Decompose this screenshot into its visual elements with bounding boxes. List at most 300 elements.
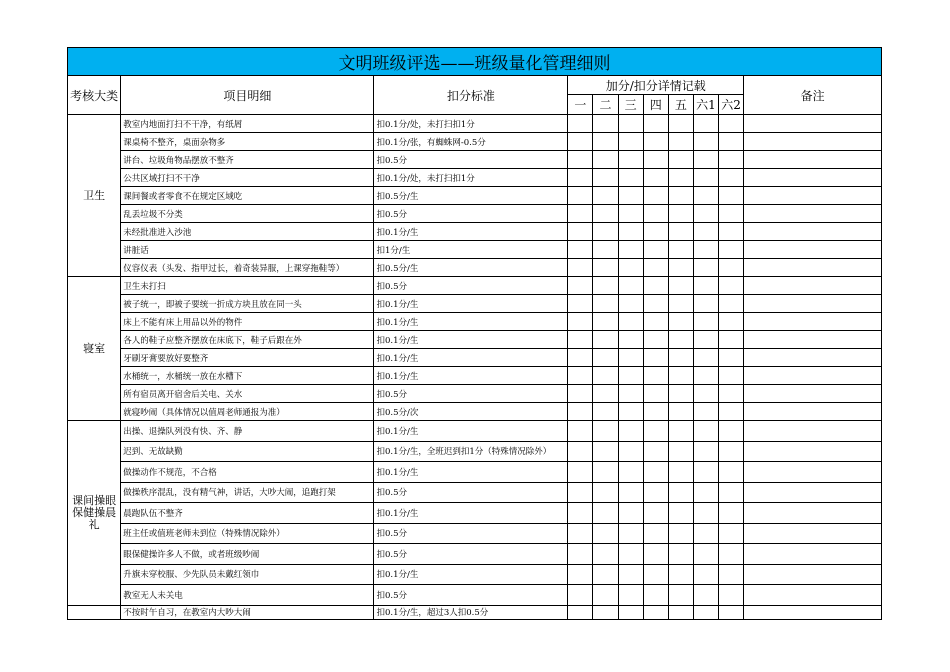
record-cell[interactable] <box>643 523 668 544</box>
item-cell: 讲脏话 <box>121 241 374 259</box>
item-cell: 眼保健操许多人不做，或者班级吵闹 <box>121 544 374 565</box>
record-cell[interactable] <box>568 503 593 524</box>
record-cell[interactable] <box>719 403 744 421</box>
record-cell[interactable] <box>668 564 693 585</box>
record-cell[interactable] <box>618 385 643 403</box>
table-row <box>68 585 882 606</box>
record-cell[interactable] <box>693 331 718 349</box>
record-cell[interactable] <box>693 169 718 187</box>
record-cell[interactable] <box>593 421 618 442</box>
record-cell[interactable] <box>618 313 643 331</box>
record-cell[interactable] <box>643 151 668 169</box>
record-cell[interactable] <box>618 441 643 462</box>
record-cell[interactable] <box>618 421 643 442</box>
table-row <box>68 277 882 295</box>
record-cell[interactable] <box>693 503 718 524</box>
rule-cell: 扣0.1分/生，全班迟到扣1分（特殊情况除外） <box>374 441 568 462</box>
remark-cell[interactable] <box>744 259 882 277</box>
record-cell[interactable] <box>643 605 668 619</box>
record-cell[interactable] <box>693 223 718 241</box>
record-cell[interactable] <box>568 367 593 385</box>
item-cell: 床上不能有床上用品以外的物件 <box>121 313 374 331</box>
record-cell[interactable] <box>668 585 693 606</box>
record-cell[interactable] <box>593 277 618 295</box>
record-cell[interactable] <box>719 605 744 619</box>
record-cell[interactable] <box>719 169 744 187</box>
record-cell[interactable] <box>593 482 618 503</box>
record-cell[interactable] <box>693 367 718 385</box>
record-cell[interactable] <box>568 133 593 151</box>
record-cell[interactable] <box>668 385 693 403</box>
record-cell[interactable] <box>643 503 668 524</box>
record-cell[interactable] <box>643 482 668 503</box>
record-cell[interactable] <box>618 133 643 151</box>
remark-cell[interactable] <box>744 169 882 187</box>
record-cell[interactable] <box>643 564 668 585</box>
record-cell[interactable] <box>643 331 668 349</box>
record-cell[interactable] <box>719 205 744 223</box>
header-day: 六2 <box>719 95 744 115</box>
remark-cell[interactable] <box>744 187 882 205</box>
record-cell[interactable] <box>593 187 618 205</box>
record-cell[interactable] <box>568 241 593 259</box>
record-cell[interactable] <box>568 331 593 349</box>
item-cell: 教室内地面打扫不干净，有纸屑 <box>121 115 374 133</box>
record-cell[interactable] <box>593 115 618 133</box>
record-cell[interactable] <box>719 503 744 524</box>
record-cell[interactable] <box>618 187 643 205</box>
record-cell[interactable] <box>593 223 618 241</box>
rule-cell: 扣0.1分/处，未打扫扣1分 <box>374 115 568 133</box>
record-cell[interactable] <box>719 462 744 483</box>
table-row <box>68 259 882 277</box>
rule-cell: 扣0.5分 <box>374 277 568 295</box>
remark-cell[interactable] <box>744 441 882 462</box>
record-cell[interactable] <box>668 187 693 205</box>
remark-cell[interactable] <box>744 277 882 295</box>
record-cell[interactable] <box>593 151 618 169</box>
record-cell[interactable] <box>618 462 643 483</box>
record-cell[interactable] <box>719 544 744 565</box>
record-cell[interactable] <box>618 564 643 585</box>
remark-cell[interactable] <box>744 349 882 367</box>
item-cell: 就寝吵闹（具体情况以值周老师通报为准） <box>121 403 374 421</box>
record-cell[interactable] <box>568 462 593 483</box>
remark-cell[interactable] <box>744 544 882 565</box>
table-row <box>68 169 882 187</box>
record-cell[interactable] <box>618 169 643 187</box>
table-row <box>68 385 882 403</box>
item-cell: 升旗未穿校服、少先队员未戴红领巾 <box>121 564 374 585</box>
record-cell[interactable] <box>643 133 668 151</box>
record-cell[interactable] <box>668 523 693 544</box>
record-cell[interactable] <box>643 349 668 367</box>
remark-cell[interactable] <box>744 585 882 606</box>
record-cell[interactable] <box>568 277 593 295</box>
record-cell[interactable] <box>693 605 718 619</box>
rule-cell: 扣0.1分/生 <box>374 349 568 367</box>
header-day: 五 <box>668 95 693 115</box>
record-cell[interactable] <box>668 241 693 259</box>
record-cell[interactable] <box>618 241 643 259</box>
table-row <box>68 367 882 385</box>
rule-cell: 扣0.5分/生 <box>374 259 568 277</box>
record-cell[interactable] <box>568 482 593 503</box>
record-cell[interactable] <box>643 241 668 259</box>
record-cell[interactable] <box>693 403 718 421</box>
rule-cell: 扣0.1分/生 <box>374 503 568 524</box>
record-cell[interactable] <box>693 462 718 483</box>
table-row <box>68 403 882 421</box>
record-cell[interactable] <box>668 503 693 524</box>
record-cell[interactable] <box>593 331 618 349</box>
record-cell[interactable] <box>693 523 718 544</box>
item-cell: 出操、退操队列没有快、齐、静 <box>121 421 374 442</box>
record-cell[interactable] <box>618 349 643 367</box>
record-cell[interactable] <box>719 421 744 442</box>
record-cell[interactable] <box>593 462 618 483</box>
header-item: 项目明细 <box>121 76 374 115</box>
record-cell[interactable] <box>643 367 668 385</box>
record-cell[interactable] <box>668 223 693 241</box>
record-cell[interactable] <box>693 441 718 462</box>
record-cell[interactable] <box>593 605 618 619</box>
rule-cell: 扣0.1分/生 <box>374 564 568 585</box>
record-cell[interactable] <box>693 385 718 403</box>
rule-cell: 扣0.5分 <box>374 482 568 503</box>
table-row <box>68 523 882 544</box>
rule-cell: 扣0.5分 <box>374 544 568 565</box>
record-cell[interactable] <box>568 313 593 331</box>
record-cell[interactable] <box>693 421 718 442</box>
record-cell[interactable] <box>668 462 693 483</box>
header-day: 三 <box>618 95 643 115</box>
record-cell[interactable] <box>618 205 643 223</box>
header-day: 二 <box>593 95 618 115</box>
record-cell[interactable] <box>593 205 618 223</box>
remark-cell[interactable] <box>744 367 882 385</box>
rule-cell: 扣0.1分/处，未打扫扣1分 <box>374 169 568 187</box>
record-cell[interactable] <box>719 115 744 133</box>
rule-cell: 扣1分/生 <box>374 241 568 259</box>
record-cell[interactable] <box>668 349 693 367</box>
rule-cell: 扣0.1分/生 <box>374 421 568 442</box>
record-cell[interactable] <box>568 544 593 565</box>
record-cell[interactable] <box>568 403 593 421</box>
remark-cell[interactable] <box>744 564 882 585</box>
record-cell[interactable] <box>643 462 668 483</box>
rule-cell: 扣0.1分/生，超过3人扣0.5分 <box>374 605 568 619</box>
record-cell[interactable] <box>568 205 593 223</box>
record-cell[interactable] <box>568 605 593 619</box>
record-cell[interactable] <box>618 503 643 524</box>
item-cell: 乱丢垃圾不分类 <box>121 205 374 223</box>
record-cell[interactable] <box>668 277 693 295</box>
remark-cell[interactable] <box>744 385 882 403</box>
record-cell[interactable] <box>668 482 693 503</box>
remark-cell[interactable] <box>744 223 882 241</box>
remark-cell[interactable] <box>744 313 882 331</box>
record-cell[interactable] <box>719 187 744 205</box>
table-row <box>68 115 882 133</box>
record-cell[interactable] <box>568 115 593 133</box>
item-cell: 被子统一，即被子要统一折成方块且放在同一头 <box>121 295 374 313</box>
record-cell[interactable] <box>719 151 744 169</box>
record-cell[interactable] <box>668 205 693 223</box>
table-row <box>68 503 882 524</box>
record-cell[interactable] <box>618 223 643 241</box>
record-cell[interactable] <box>593 133 618 151</box>
record-cell[interactable] <box>668 313 693 331</box>
record-cell[interactable] <box>693 205 718 223</box>
rule-cell: 扣0.5分 <box>374 523 568 544</box>
rule-cell: 扣0.5分/生 <box>374 187 568 205</box>
table-row <box>68 605 882 619</box>
record-cell[interactable] <box>719 313 744 331</box>
record-cell[interactable] <box>643 277 668 295</box>
record-cell[interactable] <box>618 403 643 421</box>
record-cell[interactable] <box>618 259 643 277</box>
item-cell: 课桌椅不整齐，桌面杂物多 <box>121 133 374 151</box>
record-cell[interactable] <box>593 313 618 331</box>
record-cell[interactable] <box>593 441 618 462</box>
record-cell[interactable] <box>618 331 643 349</box>
record-cell[interactable] <box>668 605 693 619</box>
record-cell[interactable] <box>668 259 693 277</box>
record-cell[interactable] <box>719 482 744 503</box>
record-cell[interactable] <box>719 441 744 462</box>
remark-cell[interactable] <box>744 133 882 151</box>
record-cell[interactable] <box>618 115 643 133</box>
rule-cell: 扣0.1分/生 <box>374 223 568 241</box>
record-cell[interactable] <box>643 313 668 331</box>
record-cell[interactable] <box>593 241 618 259</box>
table-row <box>68 151 882 169</box>
record-cell[interactable] <box>593 259 618 277</box>
record-cell[interactable] <box>693 564 718 585</box>
record-cell[interactable] <box>593 564 618 585</box>
table-row <box>68 564 882 585</box>
category-cell: 寝室 <box>68 277 121 421</box>
record-cell[interactable] <box>618 295 643 313</box>
record-cell[interactable] <box>593 295 618 313</box>
record-cell[interactable] <box>719 331 744 349</box>
rule-cell: 扣0.1分/生 <box>374 295 568 313</box>
record-cell[interactable] <box>593 544 618 565</box>
record-cell[interactable] <box>568 421 593 442</box>
record-cell[interactable] <box>719 349 744 367</box>
table-row <box>68 349 882 367</box>
record-cell[interactable] <box>568 523 593 544</box>
rules-table <box>67 47 882 620</box>
record-cell[interactable] <box>693 349 718 367</box>
record-cell[interactable] <box>668 295 693 313</box>
item-cell: 所有宿员离开宿舍后关电、关水 <box>121 385 374 403</box>
record-cell[interactable] <box>618 605 643 619</box>
record-cell[interactable] <box>568 564 593 585</box>
record-cell[interactable] <box>693 277 718 295</box>
record-cell[interactable] <box>593 503 618 524</box>
item-cell: 仪容仪表（头发、指甲过长，着奇装异服，上课穿拖鞋等） <box>121 259 374 277</box>
header-category: 考核大类 <box>68 76 121 115</box>
record-cell[interactable] <box>693 313 718 331</box>
record-cell[interactable] <box>593 385 618 403</box>
remark-cell[interactable] <box>744 151 882 169</box>
record-cell[interactable] <box>668 544 693 565</box>
remark-cell[interactable] <box>744 503 882 524</box>
record-cell[interactable] <box>693 151 718 169</box>
category-cell: 卫生 <box>68 115 121 277</box>
table-row <box>68 544 882 565</box>
item-cell: 未经批准进入沙池 <box>121 223 374 241</box>
table-row <box>68 482 882 503</box>
record-cell[interactable] <box>693 259 718 277</box>
record-cell[interactable] <box>693 544 718 565</box>
record-cell[interactable] <box>719 523 744 544</box>
record-cell[interactable] <box>568 349 593 367</box>
remark-cell[interactable] <box>744 241 882 259</box>
table-row <box>68 133 882 151</box>
record-cell[interactable] <box>643 421 668 442</box>
item-cell: 课间餐或者零食不在规定区域吃 <box>121 187 374 205</box>
record-cell[interactable] <box>618 277 643 295</box>
record-cell[interactable] <box>719 564 744 585</box>
table-row <box>68 205 882 223</box>
header-remark: 备注 <box>744 76 882 115</box>
record-cell[interactable] <box>568 585 593 606</box>
rule-cell: 扣0.1分/生 <box>374 313 568 331</box>
table-row <box>68 223 882 241</box>
remark-cell[interactable] <box>744 295 882 313</box>
remark-cell[interactable] <box>744 115 882 133</box>
record-cell[interactable] <box>668 133 693 151</box>
record-cell[interactable] <box>568 169 593 187</box>
record-cell[interactable] <box>693 133 718 151</box>
remark-cell[interactable] <box>744 462 882 483</box>
item-cell: 水桶统一，水桶统一放在水槽下 <box>121 367 374 385</box>
remark-cell[interactable] <box>744 605 882 619</box>
record-cell[interactable] <box>568 441 593 462</box>
record-cell[interactable] <box>719 585 744 606</box>
record-cell[interactable] <box>618 151 643 169</box>
record-cell[interactable] <box>719 259 744 277</box>
header-rule: 扣分标准 <box>374 76 568 115</box>
record-cell[interactable] <box>719 223 744 241</box>
record-cell[interactable] <box>668 151 693 169</box>
record-cell[interactable] <box>593 523 618 544</box>
record-cell[interactable] <box>643 187 668 205</box>
record-cell[interactable] <box>593 585 618 606</box>
record-cell[interactable] <box>618 544 643 565</box>
remark-cell[interactable] <box>744 205 882 223</box>
rule-cell: 扣0.5分 <box>374 205 568 223</box>
item-cell: 教室无人未关电 <box>121 585 374 606</box>
remark-cell[interactable] <box>744 403 882 421</box>
rule-cell: 扣0.5分 <box>374 385 568 403</box>
record-cell[interactable] <box>719 385 744 403</box>
table-row <box>68 187 882 205</box>
record-cell[interactable] <box>668 115 693 133</box>
record-cell[interactable] <box>618 585 643 606</box>
record-cell[interactable] <box>668 367 693 385</box>
record-cell[interactable] <box>568 187 593 205</box>
record-cell[interactable] <box>568 223 593 241</box>
record-cell[interactable] <box>618 482 643 503</box>
category-cell: 课间操眼保健操晨礼 <box>68 421 121 606</box>
table-row <box>68 421 882 442</box>
rule-cell: 扣0.1分/生 <box>374 462 568 483</box>
item-cell: 牙刷牙膏要放好要整齐 <box>121 349 374 367</box>
remark-cell[interactable] <box>744 482 882 503</box>
record-cell[interactable] <box>693 585 718 606</box>
record-cell[interactable] <box>568 295 593 313</box>
item-cell: 讲台、垃圾角物品摆放不整齐 <box>121 151 374 169</box>
record-cell[interactable] <box>568 151 593 169</box>
record-cell[interactable] <box>719 133 744 151</box>
record-cell[interactable] <box>693 295 718 313</box>
record-cell[interactable] <box>643 115 668 133</box>
record-cell[interactable] <box>593 349 618 367</box>
record-cell[interactable] <box>618 523 643 544</box>
record-cell[interactable] <box>668 421 693 442</box>
header-day: 一 <box>568 95 593 115</box>
record-cell[interactable] <box>643 259 668 277</box>
record-cell[interactable] <box>668 403 693 421</box>
record-cell[interactable] <box>643 585 668 606</box>
header-day: 四 <box>643 95 668 115</box>
record-cell[interactable] <box>693 115 718 133</box>
rule-cell: 扣0.5分/次 <box>374 403 568 421</box>
record-cell[interactable] <box>568 259 593 277</box>
record-cell[interactable] <box>593 403 618 421</box>
record-cell[interactable] <box>568 385 593 403</box>
rule-cell: 扣0.1分/生 <box>374 331 568 349</box>
remark-cell[interactable] <box>744 523 882 544</box>
remark-cell[interactable] <box>744 331 882 349</box>
table-row <box>68 462 882 483</box>
record-cell[interactable] <box>643 385 668 403</box>
record-cell[interactable] <box>668 331 693 349</box>
record-cell[interactable] <box>643 544 668 565</box>
record-cell[interactable] <box>719 241 744 259</box>
record-cell[interactable] <box>719 295 744 313</box>
record-cell[interactable] <box>719 277 744 295</box>
record-cell[interactable] <box>719 367 744 385</box>
item-cell: 做操秩序混乱，没有精气神，讲话，大吵大闹，追跑打架 <box>121 482 374 503</box>
record-cell[interactable] <box>693 241 718 259</box>
record-cell[interactable] <box>643 403 668 421</box>
item-cell: 公共区域打扫不干净 <box>121 169 374 187</box>
record-cell[interactable] <box>643 205 668 223</box>
item-cell: 各人的鞋子应整齐摆放在床底下，鞋子后跟在外 <box>121 331 374 349</box>
remark-cell[interactable] <box>744 421 882 442</box>
record-cell[interactable] <box>668 169 693 187</box>
record-cell[interactable] <box>618 367 643 385</box>
record-cell[interactable] <box>693 482 718 503</box>
table-row <box>68 331 882 349</box>
record-cell[interactable] <box>593 367 618 385</box>
record-cell[interactable] <box>643 441 668 462</box>
record-cell[interactable] <box>693 187 718 205</box>
record-cell[interactable] <box>643 295 668 313</box>
rule-cell: 扣0.1分/生 <box>374 367 568 385</box>
record-cell[interactable] <box>593 169 618 187</box>
record-cell[interactable] <box>643 223 668 241</box>
table-row <box>68 241 882 259</box>
record-cell[interactable] <box>643 169 668 187</box>
item-cell: 迟到、无故缺勤 <box>121 441 374 462</box>
record-cell[interactable] <box>668 441 693 462</box>
